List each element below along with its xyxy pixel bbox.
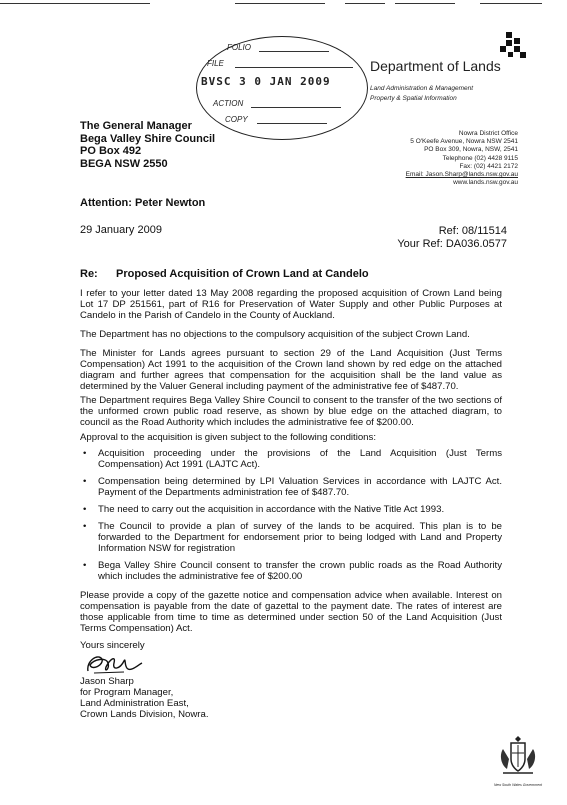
stamp-date: BVSC 3 0 JAN 2009: [201, 75, 331, 88]
office-line: Nowra District Office: [458, 130, 518, 137]
signatory-block: [80, 676, 209, 720]
signatory-name: Jason Sharp: [80, 676, 134, 687]
crest-caption: New South Wales Government: [494, 783, 542, 787]
office-line: Fax: (02) 4421 2172: [459, 162, 518, 170]
bullet-icon: •: [83, 521, 87, 532]
condition-item: [80, 560, 502, 582]
received-stamp: [196, 36, 368, 140]
scan-edge-line: [480, 3, 542, 4]
signoff: Yours sincerely: [80, 640, 145, 651]
attention-line: Attention: Peter Newton: [80, 197, 206, 209]
conditions-list: [80, 448, 502, 588]
subject-text: Proposed Acquisition of Crown Land at Candelo: [116, 268, 369, 280]
condition-text: Compensation being determined by LPI Valuation Services in accordance with LAJTC Act. Payment of the Departments administration fee of $487.70.: [98, 476, 502, 498]
subject-heading: [80, 268, 369, 280]
bullet-icon: •: [83, 560, 87, 571]
signatory-line: Crown Lands Division, Nowra.: [80, 709, 209, 720]
department-logo-icon: [500, 32, 526, 58]
signature-image: [84, 651, 144, 677]
condition-item: [80, 521, 502, 554]
addressee-line: BEGA NSW 2550: [80, 157, 168, 170]
scan-edge-line: [235, 3, 325, 4]
bullet-icon: •: [83, 476, 87, 487]
office-website[interactable]: www.lands.nsw.gov.au: [453, 179, 518, 187]
bullet-icon: •: [83, 448, 87, 459]
body-paragraph: Approval to the acquisition is given subject to the following conditions:: [80, 432, 376, 443]
scan-edge-line: [345, 3, 385, 4]
office-line: Telephone (02) 4428 9115: [442, 154, 518, 162]
condition-text: The need to carry out the acquisition in accordance with the Native Title Act 1993.: [98, 504, 445, 515]
stamp-action-label: ACTION: [213, 99, 244, 108]
condition-text: Acquisition proceeding under the provisions of the Land Acquisition (Just Terms Compensation) Act 1991 (LAJTC Act).: [98, 448, 502, 470]
bullet-icon: •: [83, 504, 87, 515]
scan-edge-line: [0, 3, 150, 4]
body-paragraph: I refer to your letter dated 13 May 2008 regarding the proposed acquisition of Crown Land being Lot 17 DP 251561, part of R16 for Preservation of Water Supply and other Public Purposes at Candelo in the Parish of Candelo in the County of Auckland.: [80, 288, 502, 321]
signatory-line: Land Administration East,: [80, 698, 189, 709]
body-paragraph: The Department requires Bega Valley Shire Council to consent to the transfer of the two sections of the unformed crown public road reserve, as shown by blue edge on the attached diagram, to council as the Road Authority which includes the administrative fee of $200.00.: [80, 395, 502, 428]
your-reference: Your Ref: DA036.0577: [397, 238, 507, 250]
signatory-line: for Program Manager,: [80, 687, 174, 698]
nsw-crest-icon: [495, 735, 541, 781]
office-address: [406, 130, 518, 187]
department-subtitle: Land Administration & Management: [370, 85, 474, 92]
addressee-line: The General Manager: [80, 120, 192, 132]
stamp-file-label: FILE: [207, 59, 224, 68]
condition-text: The Council to provide a plan of survey of the lands to be acquired. This plan is to be forwarded to the Department for endorsement prior to being lodged with Land and Property Information NSW for registration: [98, 521, 502, 554]
office-line: PO Box 309, Nowra, NSW, 2541: [424, 146, 518, 154]
stamp-folio-label: FOLIO: [227, 43, 252, 52]
stamp-copy-label: COPY: [225, 115, 248, 124]
office-line: 5 O'Keefe Avenue, Nowra NSW 2541: [410, 138, 518, 146]
department-subtitle: Property & Spatial Information: [370, 95, 457, 102]
condition-item: [80, 476, 502, 498]
condition-item: [80, 504, 502, 515]
office-email[interactable]: Email: Jason.Sharp@lands.nsw.gov.au: [405, 171, 518, 179]
scan-edge-line: [395, 3, 455, 4]
letter-date: 29 January 2009: [80, 224, 162, 236]
body-paragraph: The Department has no objections to the compulsory acquisition of the subject Crown Land.: [80, 329, 470, 340]
re-label: Re:: [80, 268, 98, 280]
closing-paragraph: Please provide a copy of the gazette notice and compensation advice when available. Interest on compensation is payable from the date of gazettal to the payment date. The rates of interest are those applicable from time to time as determined under section 50 of the Land Acquisition (Just Terms Compensation) Act.: [80, 590, 502, 634]
our-reference: Ref: 08/11514: [438, 225, 507, 237]
addressee-line: Bega Valley Shire Council: [80, 132, 216, 145]
condition-text: Bega Valley Shire Council consent to transfer the crown public roads as the Road Authority which includes the administrative fee of $200.00: [98, 560, 502, 582]
addressee-block: [80, 120, 215, 170]
body-paragraph: The Minister for Lands agrees pursuant to section 29 of the Land Acquisition (Just Terms Compensation) Act 1991 to the acquisition of the Crown land shown by red edge on the attached diagram and further agrees that compensation for the acquisition shall be the land value as determined by the Valuer General including payment of the administrative fee of $487.70.: [80, 348, 502, 392]
addressee-line: PO Box 492: [80, 145, 142, 157]
condition-item: [80, 448, 502, 470]
department-name: Department of Lands: [370, 58, 501, 74]
reference-block: [397, 225, 507, 251]
